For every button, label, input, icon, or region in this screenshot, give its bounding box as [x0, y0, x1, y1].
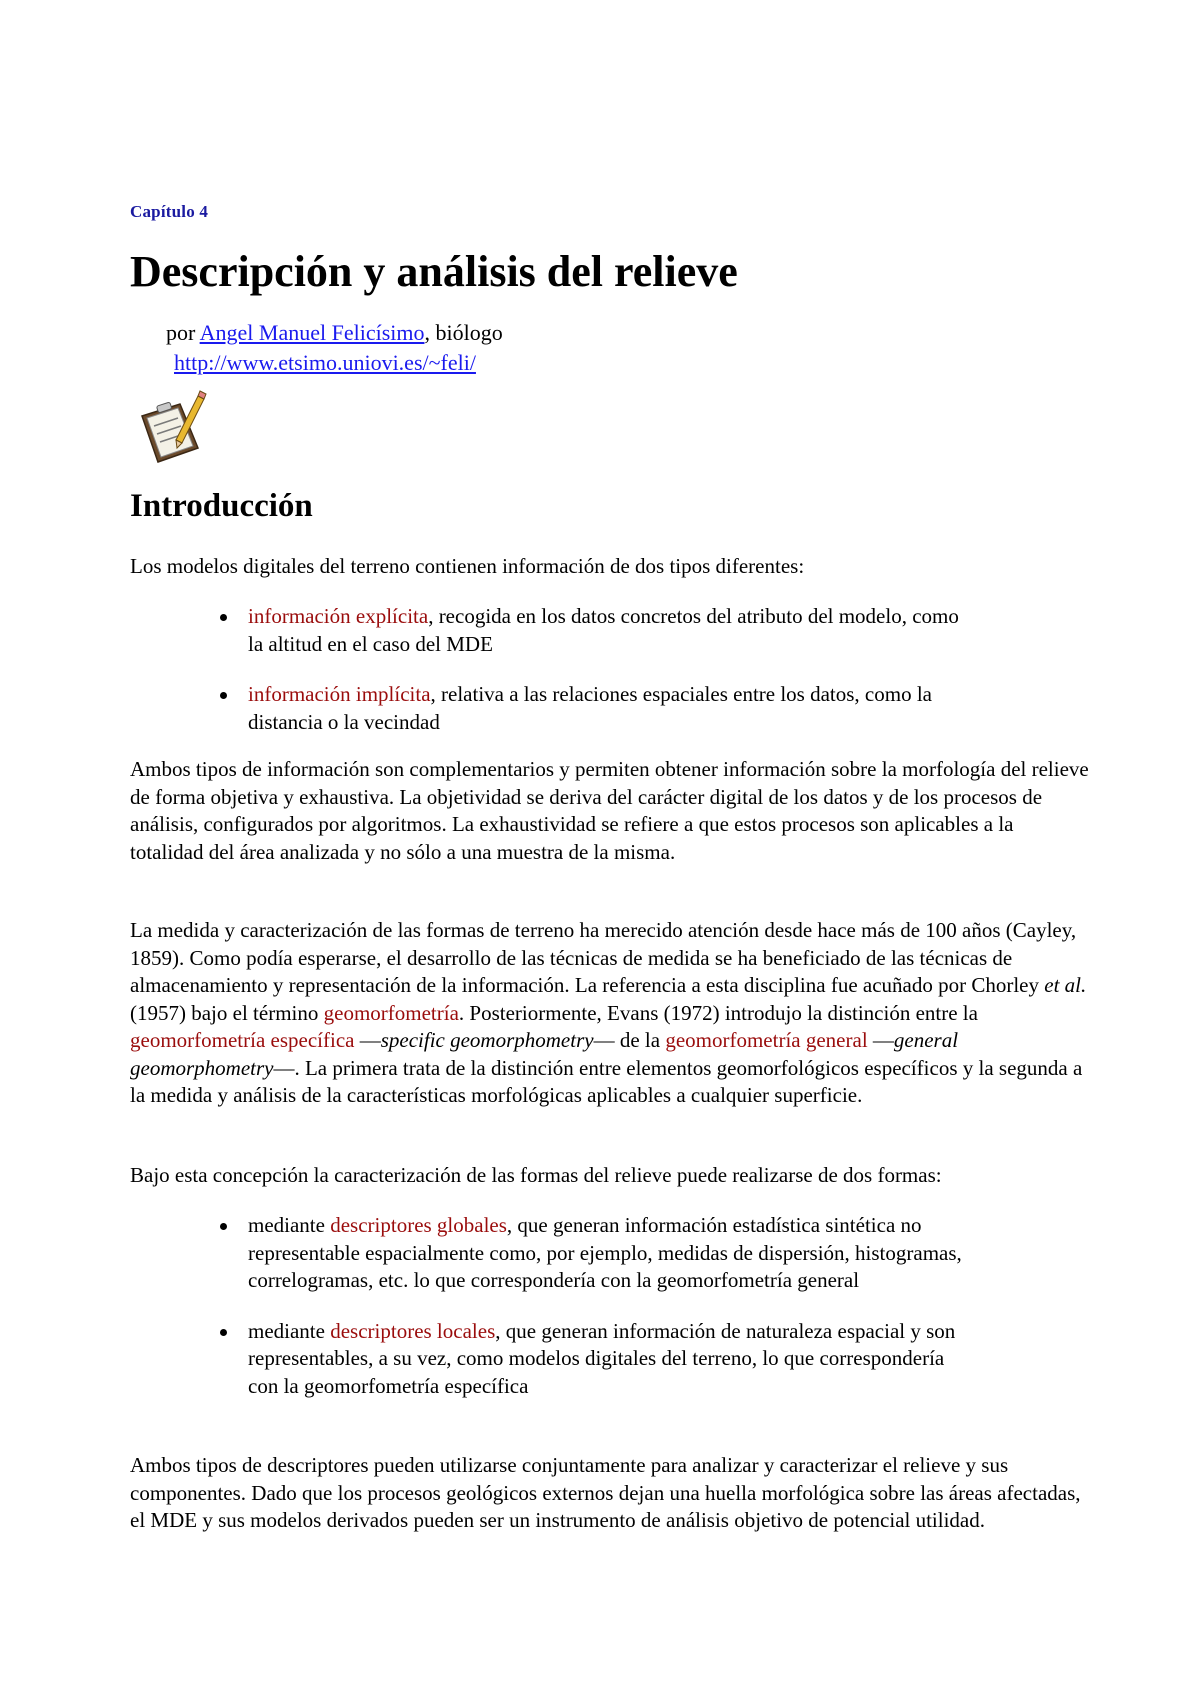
- author-prefix: por: [166, 320, 196, 345]
- term-highlight: descriptores locales: [330, 1318, 496, 1343]
- term-highlight: información explícita: [248, 604, 429, 628]
- descriptors-list: [248, 1212, 968, 1400]
- paragraph-medida: [130, 917, 1090, 1110]
- clipboard-pencil-icon: [132, 390, 208, 470]
- term-highlight: información implícita: [248, 682, 431, 706]
- list-item: [248, 603, 968, 658]
- text-run: — de la: [593, 1028, 666, 1052]
- chapter-label: Capítulo 4: [130, 202, 209, 221]
- term-highlight: descriptores globales: [330, 1213, 507, 1237]
- english-term-italic: specific geomorphometry: [380, 1028, 594, 1052]
- info-types-list: [248, 603, 968, 736]
- list-item-prefix: mediante: [248, 1213, 331, 1237]
- list-item: [248, 1212, 968, 1295]
- list-item: [248, 681, 968, 736]
- author-url-link[interactable]: http://www.etsimo.uniovi.es/~feli/: [174, 350, 476, 375]
- text-run: (1957) bajo el término: [130, 1000, 324, 1025]
- author-line: [166, 320, 503, 346]
- english-term-italic: general geomorphometry: [130, 1028, 959, 1080]
- text-run: . Posteriormente, Evans (1972) introdujo la distinción entre la: [458, 1000, 978, 1025]
- list-item-text: , recogida en los datos concretos del atributo del modelo, como la altitud en el caso del MDE: [248, 604, 959, 656]
- list-item-text: , relativa a las relaciones espaciales entre los datos, como la distancia o la vecindad: [248, 682, 932, 734]
- list-item-text: , que generan información estadística sintética no representable espacialmente como, por ejemplo, medidas de dispersión, histogramas, correlogramas, etc. lo que correspondería con la geomorfometría general: [248, 1213, 962, 1292]
- list-item: [248, 1318, 968, 1401]
- list-item-prefix: mediante: [248, 1318, 331, 1343]
- text-run: —: [867, 1028, 894, 1052]
- author-name-link[interactable]: Angel Manuel Felicísimo: [199, 320, 425, 345]
- page-title: Descripción y análisis del relieve: [130, 247, 738, 296]
- et-al-italic: et al.: [1044, 973, 1087, 997]
- term-highlight: geomorfometría: [323, 1000, 459, 1025]
- paragraph-intro: Los modelos digitales del terreno contienen información de dos tipos diferentes:: [130, 554, 805, 578]
- paragraph-ambos-tipos: Ambos tipos de información son complementarios y permiten obtener información sobre la morfología del relieve de forma objetiva y exhaustiva. La objetividad se deriva del carácter digital de los datos y de los procesos de análisis, configurados por algoritmos. La exhaustividad se refiere a que estos procesos son aplicables a la totalidad del área analizada y no sólo a una muestra de la misma.: [130, 757, 1089, 864]
- text-run: La medida y caracterización de las formas de terreno ha merecido atención desde hace más de 100 años (Cayley, 1859). Como podía esperarse, el desarrollo de las técnicas de medida se ha beneficiado de las técnicas de almacenamiento y representación de la información. La referencia a esta disciplina fue acuñado por Chorley: [130, 918, 1077, 997]
- paragraph-bajo-esta: Bajo esta concepción la caracterización de las formas del relieve puede realizarse de dos formas:: [130, 1163, 942, 1187]
- section-heading-introduccion: Introducción: [130, 488, 313, 524]
- author-url-line: [174, 350, 476, 376]
- paragraph-final: Ambos tipos de descriptores pueden utilizarse conjuntamente para analizar y caracterizar el relieve y sus componentes. Dado que los procesos geológicos externos dejan una huella morfológica sobre las áreas afectadas, el MDE y sus modelos derivados pueden ser un instrumento de análisis objetivo de potencial utilidad.: [130, 1453, 1081, 1532]
- term-highlight: geomorfometría general: [665, 1028, 868, 1052]
- list-item-text: , que generan información de naturaleza espacial y son representables, a su vez, como modelos digitales del terreno, lo que correspondería con la geomorfometría específica: [248, 1318, 956, 1398]
- term-highlight: geomorfometría específica: [130, 1028, 355, 1052]
- text-run: —. La primera trata de la distinción entre elementos geomorfológicos específicos y la segunda a la medida y análisis de la características morfológicas aplicables a cualquier superficie.: [130, 1055, 1083, 1107]
- author-role: , biólogo: [424, 320, 503, 345]
- text-run: —: [354, 1028, 381, 1052]
